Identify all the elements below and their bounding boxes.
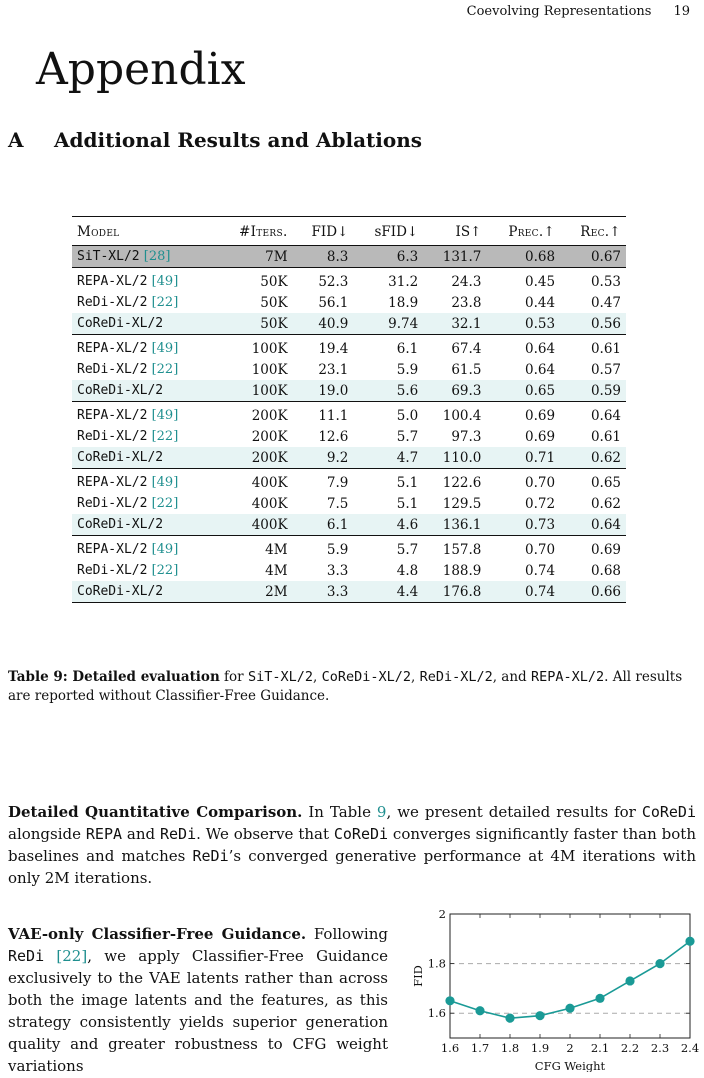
cell-iters: 7M bbox=[217, 246, 293, 268]
cell-iters: 50K bbox=[217, 313, 293, 335]
x-tick-label: 2.1 bbox=[590, 1041, 610, 1055]
model-name: SiT-XL/2 bbox=[77, 249, 140, 264]
cell-rec: 0.57 bbox=[590, 361, 621, 378]
cell-sfid: 4.4 bbox=[353, 581, 423, 603]
cell-is: 176.8 bbox=[423, 581, 486, 603]
cell-rec: 0.53 bbox=[590, 273, 621, 290]
cell-sfid: 6.1 bbox=[396, 340, 419, 357]
table-caption bbox=[8, 668, 696, 706]
x-tick-label: 2.2 bbox=[620, 1041, 640, 1055]
paragraph-text: . We observe that bbox=[196, 825, 334, 843]
data-point bbox=[535, 1011, 544, 1020]
caption-model: CoReDi-XL/2 bbox=[321, 669, 411, 685]
cell-is: 122.6 bbox=[442, 474, 482, 491]
cell-sfid: 5.7 bbox=[396, 428, 419, 445]
cell-model bbox=[72, 493, 217, 514]
paragraph-heading: VAE-only Classifier-Free Guidance. bbox=[8, 925, 307, 943]
col-header-sfid: sFID↓ bbox=[374, 223, 419, 240]
table-row bbox=[72, 313, 626, 335]
x-tick-label: 2 bbox=[566, 1041, 574, 1055]
table-row bbox=[72, 402, 626, 427]
model-name: CoReDi-XL/2 bbox=[77, 450, 164, 465]
cell-rec: 0.67 bbox=[560, 246, 626, 268]
cell-rec: 0.47 bbox=[590, 294, 621, 311]
data-point bbox=[505, 1014, 514, 1023]
y-tick-label: 1.6 bbox=[427, 1006, 446, 1021]
data-point bbox=[595, 994, 604, 1003]
cell-fid: 52.3 bbox=[318, 273, 349, 290]
cell-model bbox=[72, 514, 217, 536]
cell-prec: 0.74 bbox=[525, 562, 556, 579]
table-group-4 bbox=[72, 469, 626, 536]
table-row bbox=[72, 380, 626, 402]
cell-model bbox=[72, 581, 217, 603]
paragraph-text: and bbox=[122, 825, 160, 843]
cell-is: 136.1 bbox=[423, 514, 486, 536]
paragraph-text: converges significantly faster than both baselines and matches bbox=[8, 825, 696, 865]
cell-prec: 0.69 bbox=[525, 428, 556, 445]
cell-iters: 2M bbox=[217, 581, 293, 603]
appendix-title: Appendix bbox=[36, 44, 246, 95]
col-header-rec: Rec.↑ bbox=[580, 223, 621, 240]
cell-fid: 23.1 bbox=[318, 361, 349, 378]
cell-iters: 400K bbox=[251, 474, 288, 491]
cell-is: 188.9 bbox=[442, 562, 482, 579]
cell-prec: 0.71 bbox=[486, 447, 560, 469]
results-table bbox=[72, 216, 626, 603]
cell-model bbox=[72, 536, 217, 561]
section-letter: A bbox=[8, 128, 24, 152]
chart-svg bbox=[404, 900, 702, 1072]
table-row bbox=[72, 335, 626, 360]
data-point bbox=[625, 976, 634, 985]
cell-sfid: 5.0 bbox=[396, 407, 419, 424]
model-name: ReDi-XL/2 bbox=[77, 362, 148, 377]
x-tick-label: 2.4 bbox=[680, 1041, 700, 1055]
cell-model bbox=[72, 335, 217, 360]
x-tick-label: 1.9 bbox=[530, 1041, 550, 1055]
cell-fid: 11.1 bbox=[318, 407, 349, 424]
data-point bbox=[655, 959, 664, 968]
method-name: REPA bbox=[85, 825, 123, 843]
cell-iters: 400K bbox=[217, 514, 293, 536]
cell-is: 24.3 bbox=[451, 273, 482, 290]
paragraph-text: , we present detailed results for bbox=[386, 803, 642, 821]
cell-iters: 100K bbox=[217, 380, 293, 402]
cell-is: 32.1 bbox=[423, 313, 486, 335]
table-header-row bbox=[72, 217, 626, 246]
cfg-weight-chart bbox=[404, 900, 702, 1072]
method-name: CoReDi bbox=[641, 803, 696, 821]
cell-iters: 400K bbox=[251, 495, 288, 512]
cell-sfid: 18.9 bbox=[388, 294, 419, 311]
caption-model: SiT-XL/2 bbox=[247, 669, 313, 685]
cell-sfid: 5.1 bbox=[396, 495, 419, 512]
cell-rec: 0.64 bbox=[590, 407, 621, 424]
cell-fid: 56.1 bbox=[318, 294, 349, 311]
x-tick-label: 1.6 bbox=[440, 1041, 460, 1055]
cell-model bbox=[72, 380, 217, 402]
model-name: CoReDi-XL/2 bbox=[77, 584, 164, 599]
model-name: ReDi-XL/2 bbox=[77, 429, 148, 444]
cell-model bbox=[72, 313, 217, 335]
cell-is: 131.7 bbox=[423, 246, 486, 268]
cell-model bbox=[72, 359, 217, 380]
cell-sfid: 4.7 bbox=[353, 447, 423, 469]
method-name: ReDi bbox=[8, 947, 45, 965]
citation-link[interactable]: [49] bbox=[151, 475, 179, 490]
table-row bbox=[72, 426, 626, 447]
y-tick-label: 2 bbox=[438, 907, 446, 921]
cell-iters: 100K bbox=[251, 340, 288, 357]
cell-prec: 0.73 bbox=[486, 514, 560, 536]
model-name: CoReDi-XL/2 bbox=[77, 383, 164, 398]
cell-sfid: 5.9 bbox=[396, 361, 419, 378]
table-row bbox=[72, 560, 626, 581]
table-row bbox=[72, 493, 626, 514]
caption-text: , bbox=[410, 669, 420, 685]
caption-label: Table 9: Detailed evaluation bbox=[8, 669, 220, 685]
paragraph-vae-cfg bbox=[8, 923, 388, 1077]
model-name: REPA-XL/2 bbox=[77, 408, 148, 423]
paragraph-quantitative-comparison bbox=[8, 801, 696, 889]
cell-rec: 0.69 bbox=[590, 541, 621, 558]
citation-link[interactable]: [22] bbox=[151, 295, 179, 310]
table-row bbox=[72, 268, 626, 293]
cell-fid: 6.1 bbox=[293, 514, 354, 536]
cell-fid: 12.6 bbox=[318, 428, 349, 445]
paragraph-text: In Table bbox=[302, 803, 377, 821]
cell-sfid: 5.1 bbox=[396, 474, 419, 491]
citation-link[interactable]: [49] bbox=[151, 341, 179, 356]
cell-rec: 0.65 bbox=[590, 474, 621, 491]
table-row bbox=[72, 536, 626, 561]
cell-prec: 0.70 bbox=[525, 541, 556, 558]
cell-prec: 0.64 bbox=[525, 361, 556, 378]
model-name: CoReDi-XL/2 bbox=[77, 517, 164, 532]
cell-is: 67.4 bbox=[451, 340, 482, 357]
citation-link[interactable]: [22] bbox=[151, 496, 179, 511]
cell-sfid: 6.3 bbox=[353, 246, 423, 268]
model-name: REPA-XL/2 bbox=[77, 475, 148, 490]
cell-iters: 4M bbox=[265, 562, 288, 579]
table-group-3 bbox=[72, 402, 626, 469]
table-row bbox=[72, 581, 626, 603]
table-row bbox=[72, 292, 626, 313]
cell-prec: 0.68 bbox=[486, 246, 560, 268]
cell-rec: 0.62 bbox=[560, 447, 626, 469]
cell-fid: 19.0 bbox=[293, 380, 354, 402]
paragraph-heading: Detailed Quantitative Comparison. bbox=[8, 803, 303, 821]
model-name: REPA-XL/2 bbox=[77, 341, 148, 356]
cell-model bbox=[72, 447, 217, 469]
cell-rec: 0.61 bbox=[590, 428, 621, 445]
citation-link[interactable]: [49] bbox=[151, 274, 179, 289]
cell-is: 157.8 bbox=[442, 541, 482, 558]
x-tick-label: 1.7 bbox=[470, 1041, 490, 1055]
cell-prec: 0.70 bbox=[525, 474, 556, 491]
y-axis-label: FID bbox=[411, 965, 425, 987]
cell-is: 69.3 bbox=[423, 380, 486, 402]
cell-fid: 8.3 bbox=[293, 246, 354, 268]
caption-text: , bbox=[312, 669, 322, 685]
caption-text: for bbox=[219, 669, 248, 685]
citation-link[interactable]: [22] bbox=[151, 429, 179, 444]
cell-prec: 0.69 bbox=[525, 407, 556, 424]
caption-text: . All results are reported without Classifier-Free Guidance. bbox=[8, 669, 683, 704]
data-point bbox=[475, 1006, 484, 1015]
plot-frame bbox=[450, 914, 690, 1038]
section-heading: Additional Results and Ablations bbox=[54, 128, 423, 152]
cell-sfid: 31.2 bbox=[388, 273, 419, 290]
table-group-5 bbox=[72, 536, 626, 603]
cell-is: 100.4 bbox=[442, 407, 482, 424]
model-name: REPA-XL/2 bbox=[77, 542, 148, 557]
caption-text: , and bbox=[492, 669, 531, 685]
cell-model bbox=[72, 469, 217, 494]
caption-model: REPA-XL/2 bbox=[530, 669, 605, 685]
method-name: CoReDi bbox=[333, 825, 389, 843]
cell-is: 97.3 bbox=[451, 428, 482, 445]
cell-sfid: 4.8 bbox=[396, 562, 419, 579]
data-point bbox=[565, 1004, 574, 1013]
table-row bbox=[72, 359, 626, 380]
col-header-prec: Prec.↑ bbox=[508, 223, 556, 240]
cell-rec: 0.62 bbox=[590, 495, 621, 512]
cell-sfid: 9.74 bbox=[353, 313, 423, 335]
cell-iters: 100K bbox=[251, 361, 288, 378]
cell-rec: 0.66 bbox=[560, 581, 626, 603]
x-tick-label: 2.3 bbox=[650, 1041, 670, 1055]
cell-fid: 5.9 bbox=[326, 541, 349, 558]
section-title bbox=[8, 128, 422, 152]
x-tick-label: 1.8 bbox=[500, 1041, 520, 1055]
citation-link[interactable]: [28] bbox=[143, 249, 171, 264]
cell-sfid: 4.6 bbox=[353, 514, 423, 536]
cell-prec: 0.53 bbox=[486, 313, 560, 335]
x-axis-label: CFG Weight bbox=[534, 1059, 606, 1072]
cell-sfid: 5.7 bbox=[396, 541, 419, 558]
cell-model bbox=[72, 402, 217, 427]
cell-iters: 200K bbox=[251, 428, 288, 445]
cell-iters: 50K bbox=[260, 273, 288, 290]
col-header-is: IS↑ bbox=[455, 223, 482, 240]
cell-is: 23.8 bbox=[451, 294, 482, 311]
cell-rec: 0.56 bbox=[560, 313, 626, 335]
caption-model: ReDi-XL/2 bbox=[419, 669, 493, 685]
cell-model bbox=[72, 560, 217, 581]
cell-prec: 0.72 bbox=[525, 495, 556, 512]
cell-is: 61.5 bbox=[451, 361, 482, 378]
cell-prec: 0.44 bbox=[525, 294, 556, 311]
col-header-model: Model bbox=[77, 223, 120, 240]
page-number: 19 bbox=[673, 4, 690, 19]
cell-fid: 40.9 bbox=[293, 313, 354, 335]
model-name: ReDi-XL/2 bbox=[77, 295, 148, 310]
cell-model bbox=[72, 292, 217, 313]
cell-fid: 19.4 bbox=[318, 340, 349, 357]
cell-prec: 0.65 bbox=[486, 380, 560, 402]
paragraph-text: , we apply Classifier-Free Guidance exclusively to the VAE latents rather than across both the image latents and the features, as this strategy consistently yields superior generation quality and greater robustness to CFG weight variations bbox=[8, 947, 388, 1075]
cell-prec: 0.64 bbox=[525, 340, 556, 357]
cell-iters: 50K bbox=[260, 294, 288, 311]
table-row bbox=[72, 469, 626, 494]
col-header-iters: #Iters. bbox=[239, 223, 288, 240]
cell-iters: 4M bbox=[265, 541, 288, 558]
cell-fid: 7.9 bbox=[326, 474, 349, 491]
paragraph-text: ’s converged generative performance at 4M iterations with only 2M iterations. bbox=[8, 847, 696, 887]
cell-is: 129.5 bbox=[442, 495, 482, 512]
cell-fid: 9.2 bbox=[293, 447, 354, 469]
model-name: CoReDi-XL/2 bbox=[77, 316, 164, 331]
model-name: REPA-XL/2 bbox=[77, 274, 148, 289]
cell-rec: 0.59 bbox=[560, 380, 626, 402]
citation-link[interactable]: [49] bbox=[151, 408, 179, 423]
cell-rec: 0.61 bbox=[590, 340, 621, 357]
cell-rec: 0.68 bbox=[590, 562, 621, 579]
cell-prec: 0.45 bbox=[525, 273, 556, 290]
results-table-container bbox=[72, 216, 626, 603]
cell-is: 110.0 bbox=[423, 447, 486, 469]
cell-iters: 200K bbox=[217, 447, 293, 469]
cell-sfid: 5.6 bbox=[353, 380, 423, 402]
table-group-1 bbox=[72, 268, 626, 335]
cell-prec: 0.74 bbox=[486, 581, 560, 603]
citation-link[interactable]: [22] bbox=[151, 563, 179, 578]
method-name: ReDi bbox=[192, 847, 229, 865]
citation-link[interactable]: [22] bbox=[151, 362, 179, 377]
citation-link[interactable]: [49] bbox=[151, 542, 179, 557]
data-point bbox=[685, 937, 694, 946]
cell-fid: 3.3 bbox=[293, 581, 354, 603]
data-point bbox=[445, 996, 454, 1005]
paragraph-text: Following bbox=[306, 925, 388, 943]
cell-model bbox=[72, 426, 217, 447]
table-row bbox=[72, 447, 626, 469]
citation-link[interactable]: [22] bbox=[56, 947, 88, 965]
running-title: Coevolving Representations bbox=[466, 4, 652, 19]
method-name: ReDi bbox=[159, 825, 197, 843]
table-group-2 bbox=[72, 335, 626, 402]
table-row bbox=[72, 514, 626, 536]
model-name: ReDi-XL/2 bbox=[77, 496, 148, 511]
col-header-fid: FID↓ bbox=[311, 223, 349, 240]
running-head bbox=[467, 4, 690, 19]
cell-model bbox=[72, 246, 217, 268]
table-row-baseline bbox=[72, 246, 626, 268]
paragraph-text bbox=[44, 947, 56, 965]
model-name: ReDi-XL/2 bbox=[77, 563, 148, 578]
cell-model bbox=[72, 268, 217, 293]
cell-rec: 0.64 bbox=[560, 514, 626, 536]
cell-fid: 3.3 bbox=[326, 562, 349, 579]
paragraph-text: alongside bbox=[8, 825, 86, 843]
cell-iters: 200K bbox=[251, 407, 288, 424]
table-ref-link[interactable]: 9 bbox=[376, 803, 387, 821]
y-tick-label: 1.8 bbox=[427, 956, 446, 971]
cell-fid: 7.5 bbox=[326, 495, 349, 512]
